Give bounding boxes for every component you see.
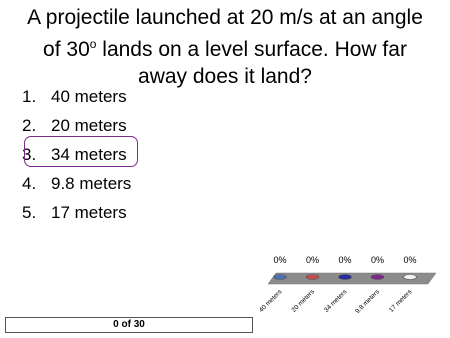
option-number: 5.	[22, 203, 37, 222]
option-label: 20 meters	[51, 116, 127, 135]
option-label: 34 meters	[51, 145, 127, 164]
question-line-2-pre: of 30	[43, 38, 90, 61]
question-line-2-post: lands on a level surface. How far	[96, 38, 407, 61]
option-number: 3.	[22, 145, 37, 164]
question-line-1: A projectile launched at 20 m/s at an angle	[27, 6, 423, 29]
category-label: 40 meters	[258, 288, 284, 314]
question-line-3: away does it land?	[138, 65, 312, 88]
bar-data-label: 0%	[273, 255, 287, 265]
bar-top-4	[371, 275, 384, 280]
bar-data-label: 0%	[370, 255, 385, 265]
bar-data-label: 0%	[305, 255, 320, 265]
option-label: 17 meters	[51, 203, 127, 222]
category-label: 9.8 meters	[354, 288, 381, 316]
option-number: 2.	[22, 116, 37, 135]
bar-data-label: 0%	[403, 255, 417, 265]
response-counter: 0 of 30	[5, 317, 253, 333]
bar-top-2	[306, 275, 319, 280]
bar-top-3	[339, 275, 352, 280]
degree-superscript: o	[89, 37, 97, 51]
bar-top-1	[274, 275, 287, 280]
bar-data-label: 0%	[338, 255, 352, 265]
option-number: 1.	[22, 87, 37, 106]
category-label: 34 meters	[323, 288, 349, 314]
category-label: 17 meters	[388, 288, 414, 314]
bar-top-5	[404, 275, 417, 280]
category-label: 20 meters	[290, 288, 316, 314]
option-number: 4.	[22, 174, 37, 193]
option-label: 9.8 meters	[51, 174, 132, 193]
option-label: 40 meters	[51, 87, 127, 106]
